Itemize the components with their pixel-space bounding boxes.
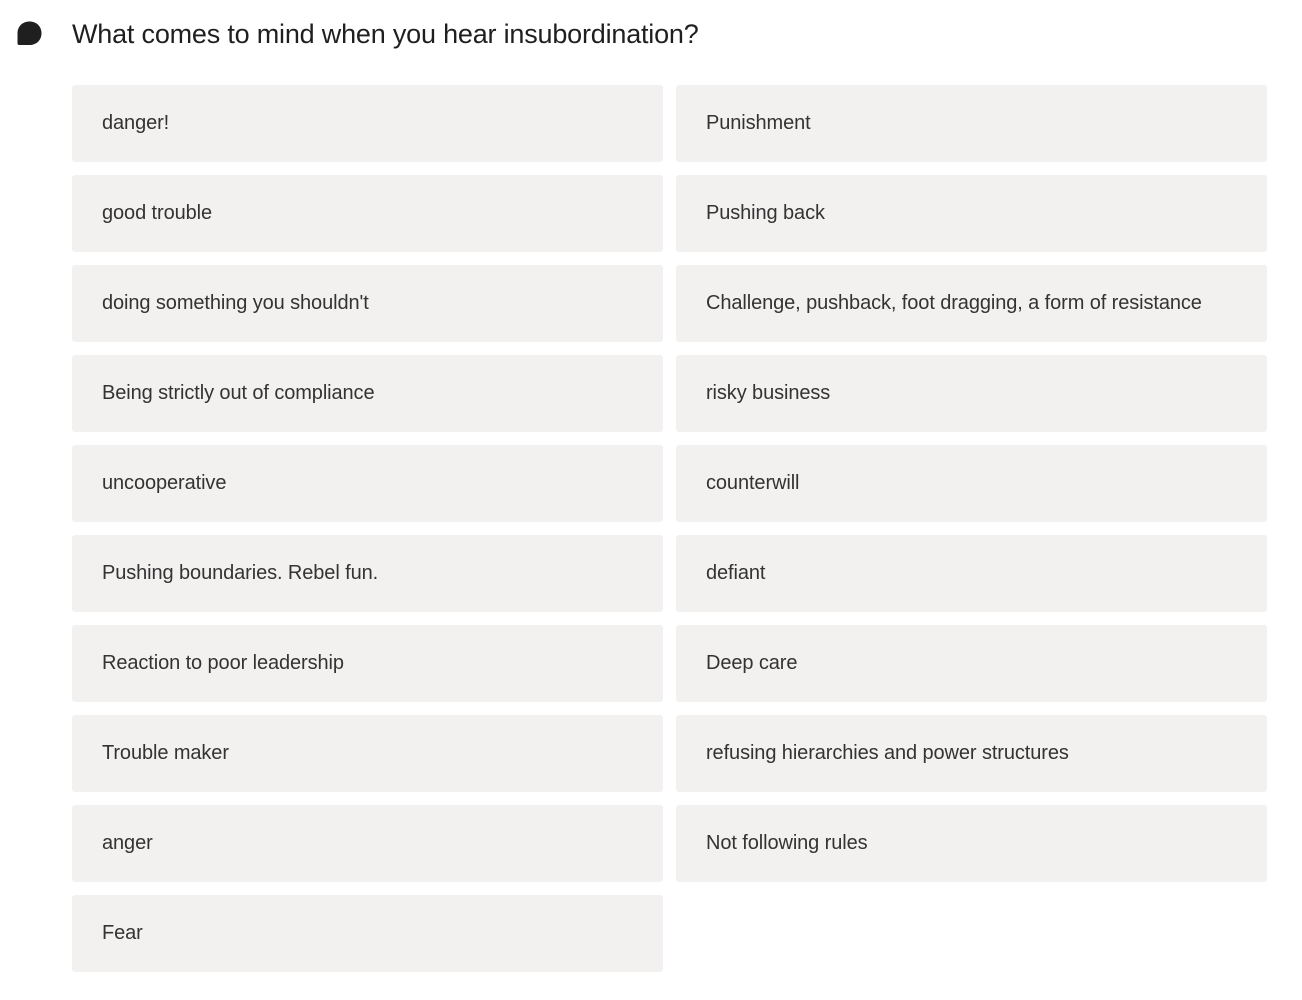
- response-card: [72, 805, 663, 882]
- response-text: counterwill: [706, 472, 800, 494]
- response-card: [676, 265, 1267, 342]
- response-text: uncooperative: [102, 472, 227, 494]
- response-card: [676, 805, 1267, 882]
- response-text: Reaction to poor leadership: [102, 652, 344, 674]
- response-card: [676, 175, 1267, 252]
- question-title: What comes to mind when you hear insubordination?: [72, 19, 699, 49]
- response-text: risky business: [706, 382, 831, 404]
- responses-grid: [72, 85, 1267, 972]
- response-card: [676, 625, 1267, 702]
- response-text: refusing hierarchies and power structures: [706, 742, 1069, 764]
- response-text: anger: [102, 832, 153, 854]
- response-card: [676, 355, 1267, 432]
- response-text: Pushing boundaries. Rebel fun.: [102, 562, 379, 584]
- response-card: [72, 355, 663, 432]
- speech-bubble-icon: [16, 20, 43, 47]
- response-text: Not following rules: [706, 832, 868, 854]
- response-card: [72, 535, 663, 612]
- response-text: Pushing back: [706, 202, 825, 224]
- response-card: [72, 265, 663, 342]
- response-card: [676, 715, 1267, 792]
- response-card: [676, 445, 1267, 522]
- response-text: Being strictly out of compliance: [102, 382, 375, 404]
- response-card: [676, 535, 1267, 612]
- response-card: [72, 85, 663, 162]
- response-text: Punishment: [706, 112, 811, 134]
- response-text: defiant: [706, 562, 766, 584]
- response-card: [72, 895, 663, 972]
- response-text: Challenge, pushback, foot dragging, a form of resistance: [706, 292, 1202, 314]
- response-text: Fear: [102, 922, 143, 944]
- response-text: good trouble: [102, 202, 213, 224]
- response-text: Deep care: [706, 652, 798, 674]
- question-header: [0, 0, 1302, 70]
- response-text: doing something you shouldn't: [102, 292, 369, 314]
- response-text: Trouble maker: [102, 742, 229, 764]
- response-card: [72, 625, 663, 702]
- response-card: [72, 175, 663, 252]
- response-card: [72, 715, 663, 792]
- response-card: [72, 445, 663, 522]
- response-text: danger!: [102, 112, 170, 134]
- response-card: [676, 85, 1267, 162]
